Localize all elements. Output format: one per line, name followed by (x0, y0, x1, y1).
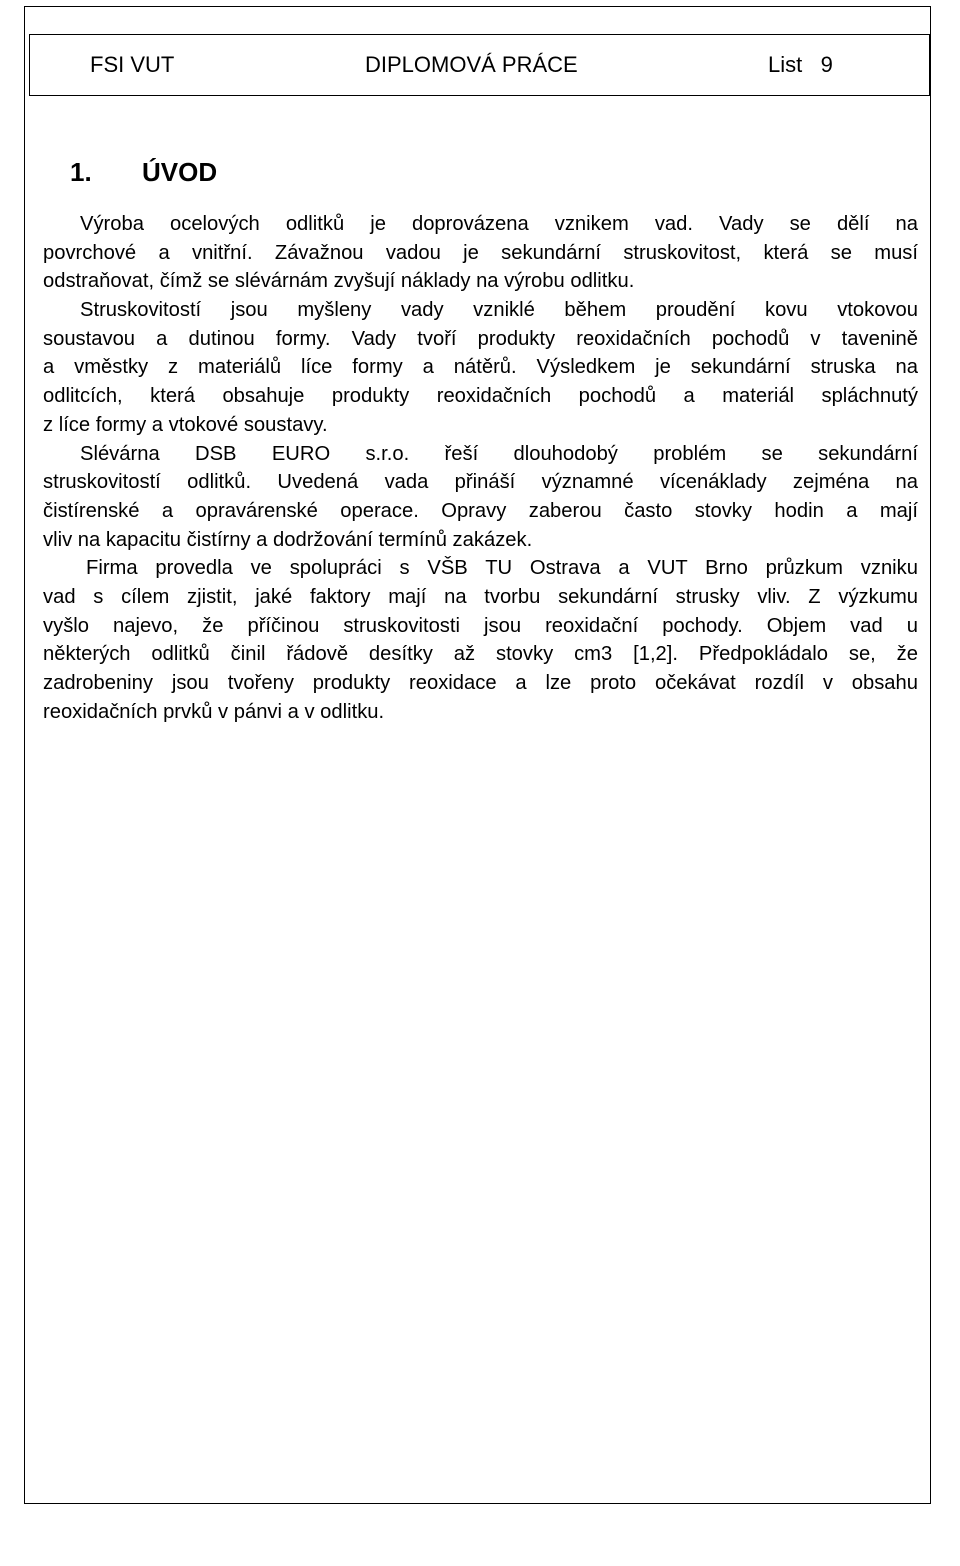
header-document-type: DIPLOMOVÁ PRÁCE (365, 52, 578, 77)
body-text-line: Výroba ocelových odlitků je doprovázena vznikem vad. Vady se dělí na (80, 213, 918, 235)
section-number: 1. (70, 157, 92, 187)
body-text-line: odlitcích, která obsahuje produkty reoxidačních pochodů a materiál spláchnutý (43, 385, 918, 408)
body-text (43, 210, 918, 726)
header-institution: FSI VUT (90, 52, 175, 77)
body-text-line: a vměstky z materiálů líce formy a nátěrů. Výsledkem je sekundární struska na (43, 356, 918, 379)
body-text-line: povrchové a vnitřní. Závažnou vadou je sekundární struskovitost, která se musí (43, 241, 918, 264)
body-text-line: Firma provedla ve spolupráci s VŠB TU Ostrava a VUT Brno průzkum vzniku (86, 557, 918, 580)
body-text-line: reoxidačních prvků v pánvi a v odlitku. (43, 700, 385, 723)
section-heading (70, 157, 217, 188)
body-text-line: Struskovitostí jsou myšleny vady vzniklé během proudění kovu vtokovou (80, 299, 918, 322)
header-page-number: List 9 (768, 52, 833, 77)
body-text-line: struskovitostí odlitků. Uvedená vada přináší významné vícenáklady zejména na (43, 471, 918, 494)
body-text-line: vad s cílem zjistit, jaké faktory mají na tvorbu sekundární strusky vliv. Z výzkumu (43, 585, 918, 608)
body-text-line: z líce formy a vtokové soustavy. (43, 413, 328, 436)
page-header (29, 34, 930, 96)
body-text-line: zadrobeniny jsou tvořeny produkty reoxidace a lze proto očekávat rozdíl v obsahu (43, 672, 918, 694)
body-text-line: čistírenské a opravárenské operace. Opravy zaberou často stovky hodin a mají (43, 499, 918, 522)
body-text-line: Slévárna DSB EURO s.r.o. řeší dlouhodobý problém se sekundární (80, 442, 918, 465)
body-text-line: odstraňovat, čímž se slévárnám zvyšují náklady na výrobu odlitku. (43, 270, 635, 293)
body-text-line: vliv na kapacitu čistírny a dodržování termínů zakázek. (43, 528, 533, 551)
body-text-line: vyšlo najevo, že příčinou struskovitosti jsou reoxidační pochody. Objem vad u (43, 614, 918, 637)
body-text-line: některých odlitků činil řádově desítky až stovky cm3 [1,2]. Předpokládalo se, že (43, 643, 918, 666)
body-text-line: soustavou a dutinou formy. Vady tvoří produkty reoxidačních pochodů v tavenině (43, 327, 918, 350)
section-title: ÚVOD (142, 157, 218, 187)
